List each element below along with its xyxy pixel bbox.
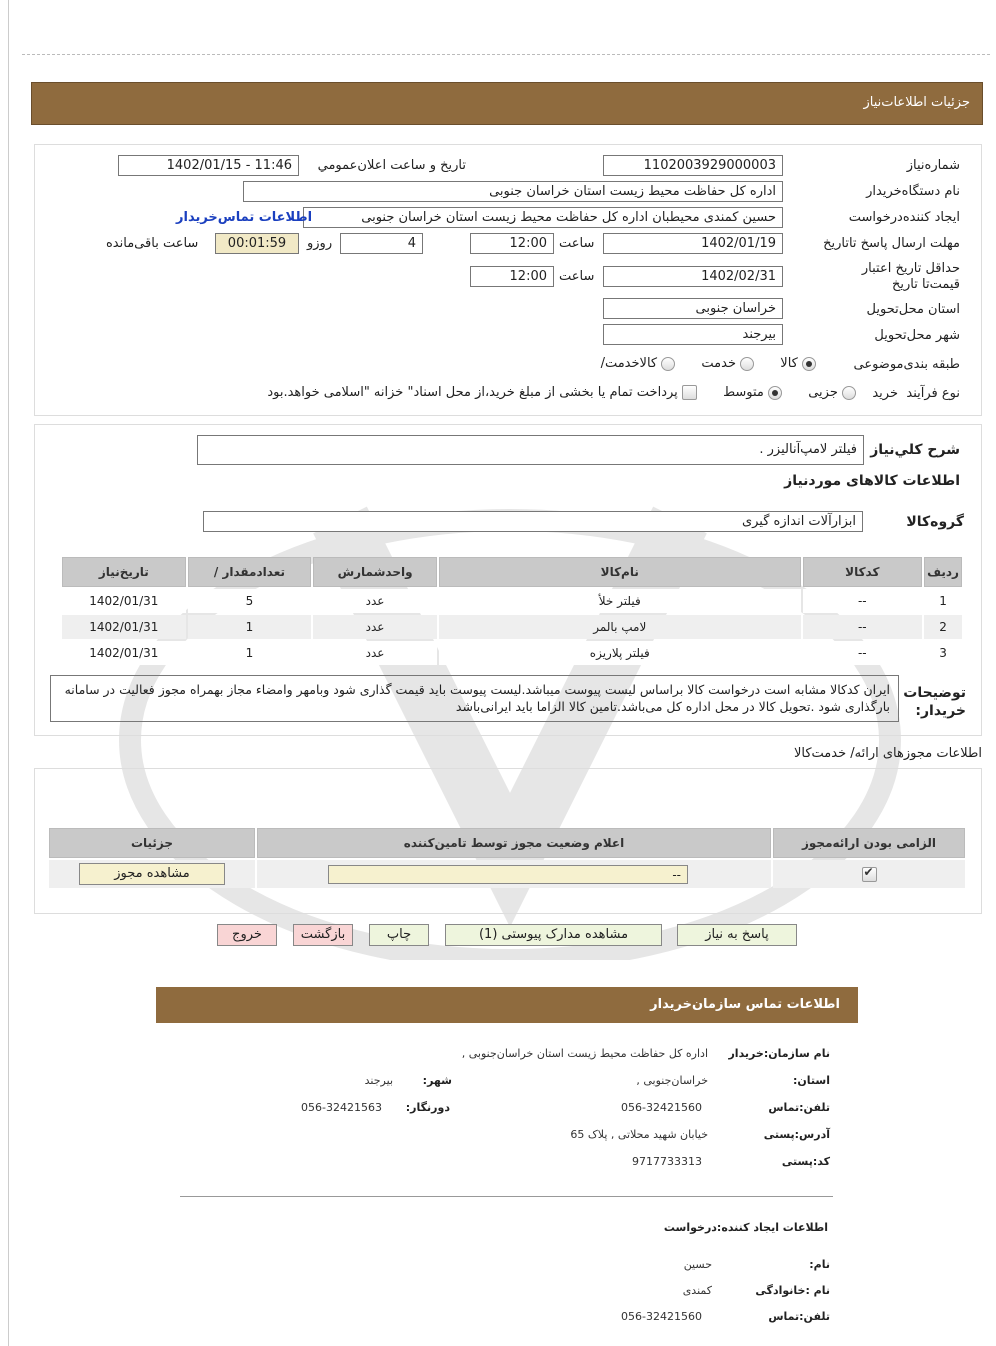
items-table (60, 555, 964, 667)
left-border (8, 0, 9, 1346)
contact-province-label: استان: (793, 1074, 830, 1087)
creator-field: حسین کمندی محیطبان اداره کل حفاظت محیط زیست استان خراسان جنوبی (303, 207, 783, 228)
desc-label: شرح کلي‌نیاز (870, 442, 960, 458)
org-label: نام سازمان:خریدار (728, 1047, 830, 1060)
cell-code: -- (857, 620, 867, 634)
group-field: ابزارآلات اندازه گیری (203, 511, 863, 532)
address-value: خیابان شهید محلاتی , پلاک 65 (570, 1128, 708, 1141)
city-label: شهر محل‌تحویل (874, 328, 960, 343)
cell-name: فیلتر خلأ (598, 594, 641, 608)
process-option-small: جزیی (808, 385, 838, 400)
process-option-medium: متوسط (723, 385, 764, 400)
cell-qty: 1 (245, 620, 254, 634)
validity-time-label: ساعت (559, 269, 595, 284)
view-docs-button[interactable]: مشاهده مدارک پیوستی (1) (445, 924, 662, 946)
cell-row: 1 (939, 594, 947, 608)
fax-value: 056-32421563 (301, 1101, 382, 1114)
cell-date: 1402/01/31 (89, 620, 159, 634)
contact-city-label: شهر: (422, 1074, 452, 1087)
cell-name: فیلتر پلاریزه (589, 646, 650, 660)
col-code: کدکالا (803, 557, 922, 587)
announce-label: تاریخ و ساعت اعلان‌عمومي (317, 158, 466, 173)
print-button[interactable]: چاپ (369, 924, 429, 946)
cell-row: 3 (939, 646, 947, 660)
back-button[interactable]: بازگشت (293, 924, 353, 946)
category-option-goods: کالا (780, 356, 798, 371)
required-checkbox[interactable] (862, 867, 877, 882)
province-label: استان محل‌تحویل (866, 302, 960, 317)
announce-field: 1402/01/15 - 11:46 (118, 155, 299, 176)
exit-button[interactable]: خروج (217, 924, 277, 946)
page-title: جزئیات اطلاعات‌نیاز (863, 95, 970, 110)
province-field: خراسان جنوبی (603, 298, 783, 319)
cell-required (773, 860, 965, 888)
process-label: نوع فرآیند (906, 386, 960, 401)
city-field: بیرجند (603, 324, 783, 345)
process-radio-small[interactable] (842, 386, 856, 400)
items-table-wrap (60, 555, 964, 667)
cell-row: 2 (939, 620, 947, 634)
cell-code: -- (857, 594, 867, 608)
reply-button[interactable]: پاسخ به نیاز (677, 924, 797, 946)
payment-checkbox[interactable] (682, 385, 697, 400)
col-details: جزئیات (49, 828, 255, 858)
contact-header (156, 987, 858, 1023)
col-name: نام‌کالا (439, 557, 801, 587)
deadline-date-field: 1402/01/19 (603, 233, 783, 254)
creator-phone-label: تلفن:تماس (768, 1310, 830, 1323)
process-options (267, 385, 856, 400)
view-permit-button[interactable]: مشاهده مجوز (79, 863, 225, 885)
creator-name-value: حسین (683, 1258, 712, 1271)
need-number-field: 1102003929000003 (603, 155, 783, 176)
table-row (62, 641, 962, 665)
org-value: اداره کل حفاظت محیط زیست استان خراسان‌جنوبی , (461, 1047, 708, 1060)
permits-table (47, 826, 967, 890)
col-row: ردیف (924, 557, 962, 587)
category-label: طبقه بندی‌موضوعی (853, 357, 960, 372)
creator-info-title: اطلاعات ایجاد کننده:درخواست (663, 1221, 828, 1234)
remaining-label: ساعت باقی‌مانده (106, 236, 199, 251)
category-radio-service[interactable] (740, 357, 754, 371)
table-row (62, 615, 962, 639)
postal-value: 9717733313 (632, 1155, 702, 1168)
category-options (601, 356, 816, 371)
cell-status (257, 860, 771, 888)
validity-time-field: 12:00 (470, 266, 554, 287)
contact-province-value: خراسان‌جنوبی , (636, 1074, 708, 1087)
desc-field: فیلتر لامپ‌آنالیزر . (197, 435, 864, 465)
cell-date: 1402/01/31 (89, 594, 159, 608)
remaining-time-field: 00:01:59 (215, 233, 299, 254)
postal-label: کد:پستی (781, 1155, 830, 1168)
address-label: آدرس:پستی (763, 1128, 830, 1141)
need-number-label: شماره‌نیاز (906, 158, 960, 173)
contact-title: اطلاعات تماس سازمان‌خریدار (650, 997, 840, 1012)
cell-unit: عدد (365, 646, 385, 660)
category-radio-goods[interactable] (802, 357, 816, 371)
col-unit: واحدشمارش (313, 557, 437, 587)
group-label: گروه‌کالا (906, 514, 964, 530)
cell-qty: 5 (245, 594, 254, 608)
top-divider (22, 54, 990, 55)
process-buy-text: خرید (872, 386, 898, 401)
col-required: الزامی بودن ارائه‌مجوز (773, 828, 965, 858)
cell-unit: عدد (365, 594, 385, 608)
permits-table-wrap (47, 826, 967, 890)
process-radio-medium[interactable] (768, 386, 782, 400)
creator-phone-value: 056-32421560 (621, 1310, 702, 1323)
deadline-label: مهلت ارسال پاسخ تا‌تاریخ (823, 236, 960, 251)
category-radio-both[interactable] (661, 357, 675, 371)
permits-title: اطلاعات مجوزهای ارائه/ خدمت‌کالا (793, 746, 982, 761)
cell-code: -- (857, 646, 867, 660)
buyer-notes-box: ایران کدکالا مشابه است درخواست کالا براساس لیست پیوست میباشد.لیست پیوست باید قیمت گذاری شود وبامهر وامضاء مجاز بهمراه مجوز فعالیت در سامانه بارگذاری شود .تحویل کالا در محل اداره کل می‌باشد.تامین کالا الزاما باید ایرانی‌باشد (50, 675, 899, 722)
days-field: 4 (340, 233, 423, 254)
category-option-both: کالا‌خدمت/ (600, 356, 658, 371)
contact-phone-value: 056-32421560 (621, 1101, 702, 1114)
buyer-label: نام دستگاه‌خریدار (866, 184, 960, 199)
header-bar (31, 82, 983, 125)
creator-family-label: نام :خانوادگی (755, 1284, 830, 1297)
deadline-time-label: ساعت (559, 236, 595, 251)
goods-title: اطلاعات کالاهای موردنیاز (784, 473, 960, 489)
table-row (62, 589, 962, 613)
col-date: تاریخ‌نیاز (62, 557, 186, 587)
cell-unit: عدد (365, 620, 385, 634)
table-row (49, 860, 965, 888)
category-option-service: خدمت (701, 356, 736, 371)
deadline-time-field: 12:00 (470, 233, 554, 254)
creator-name-label: نام: (809, 1258, 830, 1271)
cell-qty: 1 (245, 646, 254, 660)
buyer-contact-link[interactable]: اطلاعات تماس‌خریدار (176, 210, 313, 225)
contact-phone-label: تلفن:تماس (768, 1101, 830, 1114)
payment-text: پرداخت تمام یا بخشی از مبلغ خرید،از محل اسناد" خزانه "اسلامی خواهد.بود (267, 385, 678, 400)
col-status: اعلام وضعیت مجوز توسط تامین‌کننده (257, 828, 771, 858)
days-label: روزو (307, 236, 333, 251)
creator-label: ایجاد کننده‌درخواست (848, 210, 960, 225)
creator-family-value: کمندی (682, 1284, 712, 1297)
cell-date: 1402/01/31 (89, 646, 159, 660)
buyer-notes-label: توضیحات خریدار: (903, 685, 966, 719)
contact-city-value: بیرجند (364, 1074, 393, 1087)
cell-details (49, 860, 255, 888)
col-qty: تعدادمقدار / (188, 557, 312, 587)
status-field[interactable]: -- (328, 865, 688, 884)
validity-date-field: 1402/02/31 (603, 266, 783, 287)
contact-divider (180, 1196, 833, 1197)
validity-label: حداقل تاریخ اعتبار قیمت‌تا تاریخ (861, 261, 960, 292)
buyer-field: اداره کل حفاظت محیط زیست استان خراسان جنوبی (243, 181, 783, 202)
cell-name: لامپ بالمر (593, 620, 647, 634)
fax-label: دورنگار: (405, 1101, 450, 1114)
